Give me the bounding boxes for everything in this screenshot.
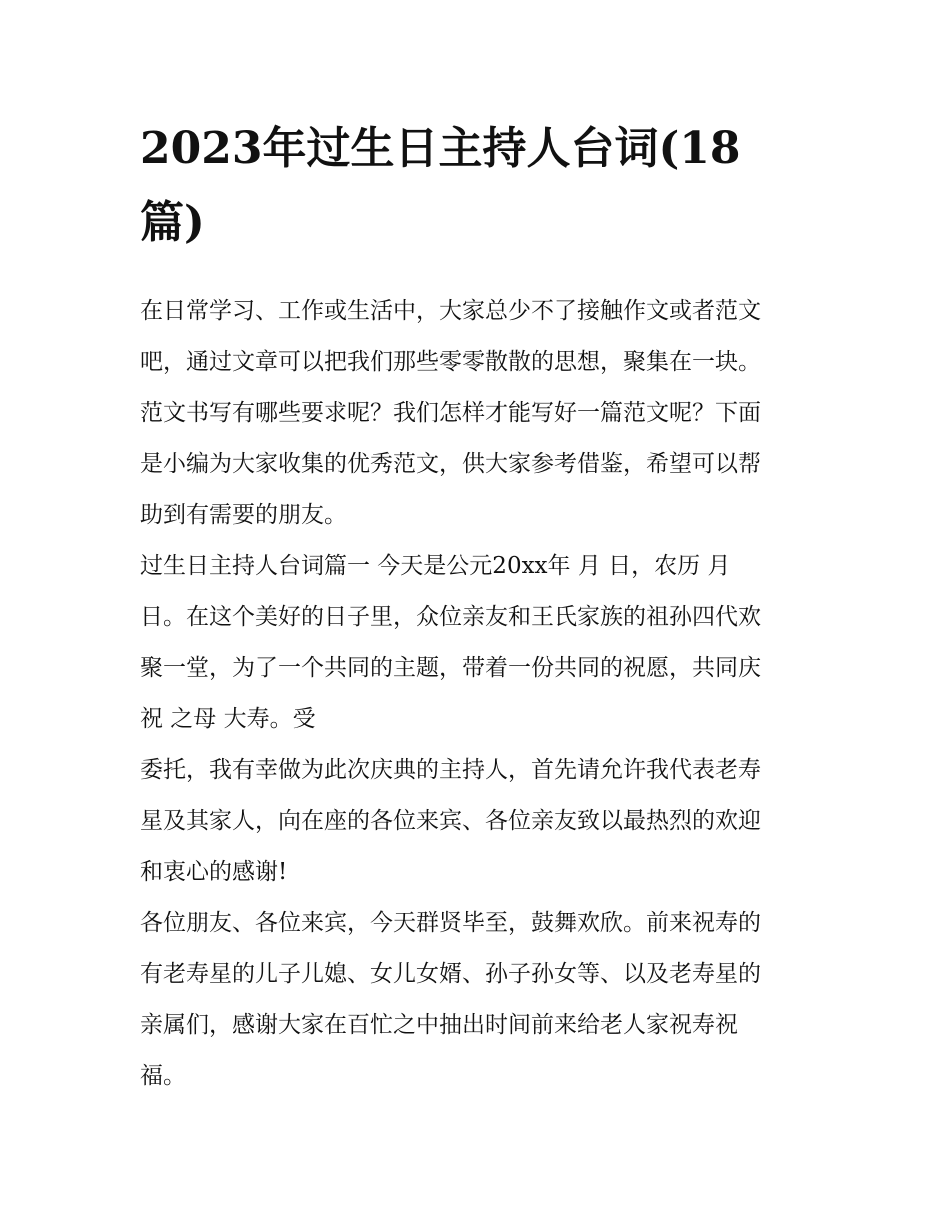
text-line: 在日常学习、工作或生活中，大家总少不了接触作文或者范文 <box>140 298 761 324</box>
title-line-2: 篇) <box>140 197 205 248</box>
text-line: 福。 <box>140 1063 186 1089</box>
text-line: 过生日主持人台词篇一 今天是公元20xx年 月 日，农历 月 <box>140 553 731 579</box>
text-line: 是小编为大家收集的优秀范文，供大家参考借鉴，希望可以帮 <box>140 451 761 477</box>
text-line: 和衷心的感谢! <box>140 859 288 885</box>
document-page <box>140 112 812 1102</box>
paragraph-section-1 <box>140 541 812 745</box>
document-title <box>140 112 812 260</box>
text-line: 日。在这个美好的日子里，众位亲友和王氏家族的祖孙四代欢 <box>140 604 761 630</box>
text-line: 亲属们，感谢大家在百忙之中抽出时间前来给老人家祝寿祝 <box>140 1012 738 1038</box>
document-body <box>140 286 812 1102</box>
paragraph-intro <box>140 286 812 541</box>
text-line: 聚一堂，为了一个共同的主题，带着一份共同的祝愿，共同庆 <box>140 655 761 681</box>
text-line: 助到有需要的朋友。 <box>140 502 347 528</box>
paragraph-guests <box>140 898 812 1102</box>
title-line-1: 2023年过生日主持人台词(18 <box>140 123 741 174</box>
text-line: 祝 之母 大寿。受 <box>140 706 316 732</box>
text-line: 范文书写有哪些要求呢？我们怎样才能写好一篇范文呢？下面 <box>140 400 761 426</box>
text-line: 星及其家人，向在座的各位来宾、各位亲友致以最热烈的欢迎 <box>140 808 761 834</box>
text-line: 各位朋友、各位来宾，今天群贤毕至，鼓舞欢欣。前来祝寿的 <box>140 910 761 936</box>
text-line: 委托，我有幸做为此次庆典的主持人，首先请允许我代表老寿 <box>140 757 761 783</box>
text-line: 有老寿星的儿子儿媳、女儿女婿、孙子孙女等、以及老寿星的 <box>140 961 761 987</box>
text-line: 吧，通过文章可以把我们那些零零散散的思想，聚集在一块。 <box>140 349 761 375</box>
paragraph-host-intro <box>140 745 812 898</box>
